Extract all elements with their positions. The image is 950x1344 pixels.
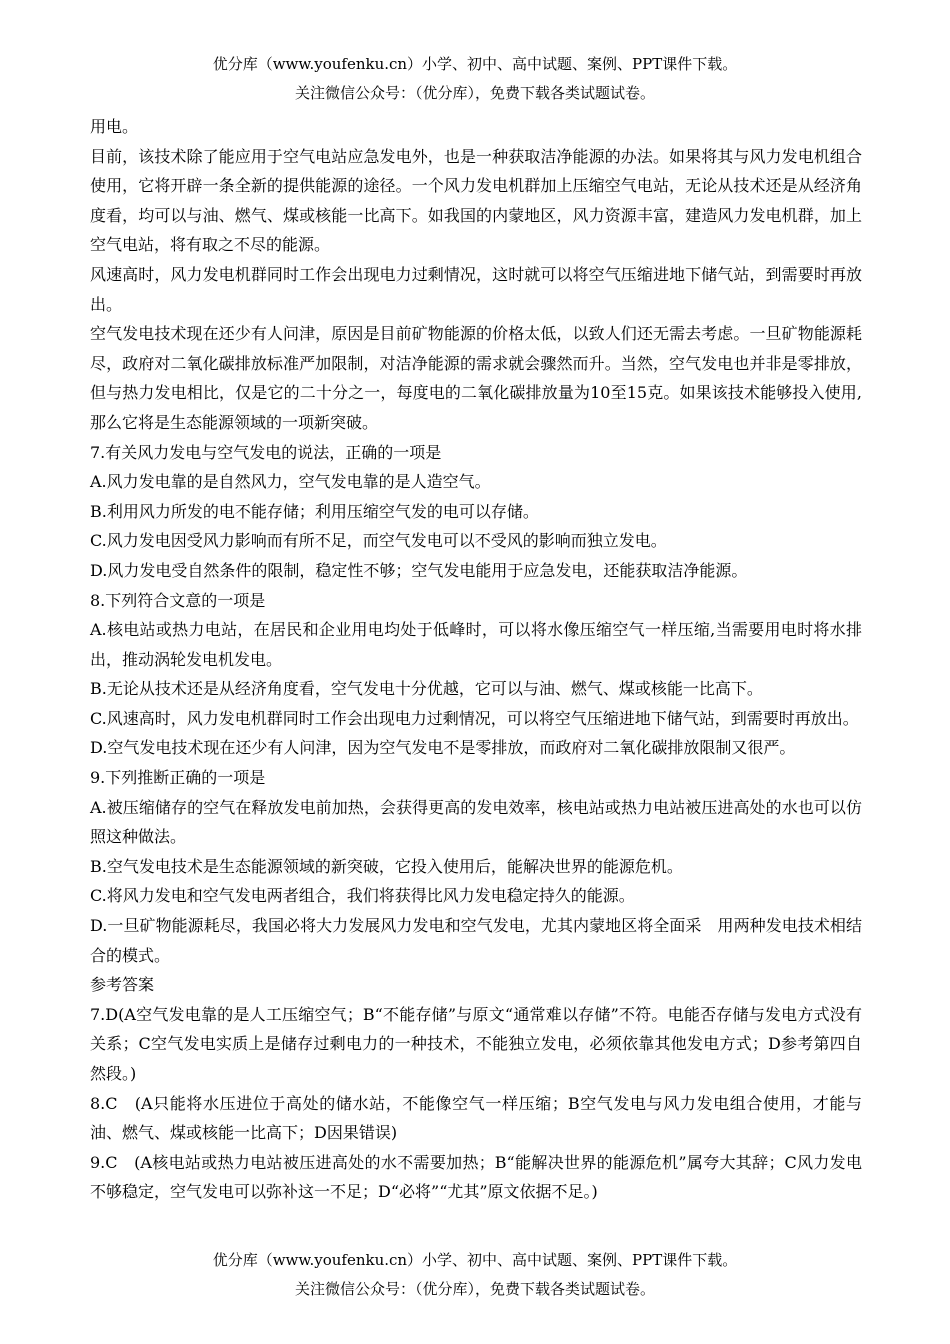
question-9-stem: 9.下列推断正确的一项是 [90,768,266,788]
question-7-option-a: A.风力发电靠的是自然风力，空气发电靠的是人造空气。 [90,472,491,492]
answer-8: 8.C (A只能将水压进位于高处的储水站，不能像空气一样压缩；B空气发电与风力发电组合使用，才能与油、燃气、煤或核能一比高下；D因果错误) [90,1093,862,1143]
question-9-option-b: B.空气发电技术是生态能源领域的新突破，它投入使用后，能解决世界的能源危机。 [90,856,683,876]
question-9-option-d: D.一旦矿物能源耗尽，我国必将大力发展风力发电和空气发电，尤其内蒙地区将全面采 用两种发电技术相结合的模式。 [90,916,862,965]
page-header [0,50,950,108]
answer-9: 9.C (A核电站或热力电站被压进高处的水不需要加热；B“能解决世界的能源危机”属夸大其辞；C风力发电不够稳定，空气发电可以弥补这一不足；D“必将”“尤其”原文依据不足。) [90,1152,862,1202]
document-body [90,112,862,1207]
passage-paragraph-1: 目前，该技术除了能应用于空气电站应急发电外，也是一种获取洁净能源的办法。如果将其与风力发电机组合使用，它将开辟一条全新的提供能源的途径。一个风力发电机群加上压缩空气电站，无论从技术还是从经济角度看，均可以与油、燃气、煤或核能一比高下。如我国的内蒙地区，风力资源丰富，建造风力发电机群，加上空气电站，将有取之不尽的能源。 [90,146,862,255]
question-8-option-c: C.风速高时，风力发电机群同时工作会出现电力过剩情况，可以将空气压缩进地下储气站，到需要时再放出。 [90,708,859,728]
passage-paragraph-2: 风速高时，风力发电机群同时工作会出现电力过剩情况，这时就可以将空气压缩进地下储气站，到需要时再放出。 [90,264,862,314]
question-8-stem: 8.下列符合文意的一项是 [90,590,266,610]
answers-title: 参考答案 [90,975,155,995]
answer-7: 7.D(A空气发电靠的是人工压缩空气；B“不能存储”与原文“通常难以存储”不符。电能否存储与发电方式没有关系；C空气发电实质上是储存过剩电力的一种技术，不能独立发电，必须依靠其他发电方式；D参考第四自然段。) [90,1004,862,1083]
passage-paragraph-0: 用电。 [90,117,139,136]
question-8-option-d: D.空气发电技术现在还少有人问津，因为空气发电不是零排放，而政府对二氧化碳排放限制又很严。 [90,738,796,758]
header-line-1: 优分库（www.youfenku.cn）小学、初中、高中试题、案例、PPT课件下载。 [212,55,738,73]
question-7-option-b: B.利用风力所发的电不能存储；利用压缩空气发的电可以存储。 [90,501,539,521]
header-line-2: 关注微信公众号：（优分库），免费下载各类试题试卷。 [294,84,655,102]
footer-line-1: 优分库（www.youfenku.cn）小学、初中、高中试题、案例、PPT课件下载。 [212,1251,738,1269]
question-9-option-a: A.被压缩储存的空气在释放发电前加热，会获得更高的发电效率，核电站或热力电站被压进高处的水也可以仿照这种做法。 [90,797,862,847]
question-8-option-b: B.无论从技术还是从经济角度看，空气发电十分优越，它可以与油、燃气、煤或核能一比高下。 [90,679,763,699]
question-7-option-c: C.风力发电因受风力影响而有所不足，而空气发电可以不受风的影响而独立发电。 [90,531,667,551]
question-7-stem: 7.有关风力发电与空气发电的说法，正确的一项是 [90,442,442,462]
question-9-option-c: C.将风力发电和空气发电两者组合，我们将获得比风力发电稳定持久的能源。 [90,886,635,906]
footer-line-2: 关注微信公众号：（优分库），免费下载各类试题试卷。 [294,1280,655,1298]
page-footer [0,1246,950,1304]
question-7-option-d: D.风力发电受自然条件的限制，稳定性不够；空气发电能用于应急发电，还能获取洁净能源。 [90,560,748,580]
question-8-option-a: A.核电站或热力电站，在居民和企业用电均处于低峰时，可以将水像压缩空气一样压缩,当需要用电时将水排出，推动涡轮发电机发电。 [90,620,862,669]
passage-paragraph-3: 空气发电技术现在还少有人问津，原因是目前矿物能源的价格太低，以致人们还无需去考虑。一旦矿物能源耗尽，政府对二氧化碳排放标准严加限制，对洁净能源的需求就会骤然而升。当然，空气发电也并非是零排放，但与热力发电相比，仅是它的二十分之一，每度电的二氧化碳排放量为10至15克。如果该技术能够投入使用,那么它将是生态能源领域的一项新突破。 [90,324,862,432]
